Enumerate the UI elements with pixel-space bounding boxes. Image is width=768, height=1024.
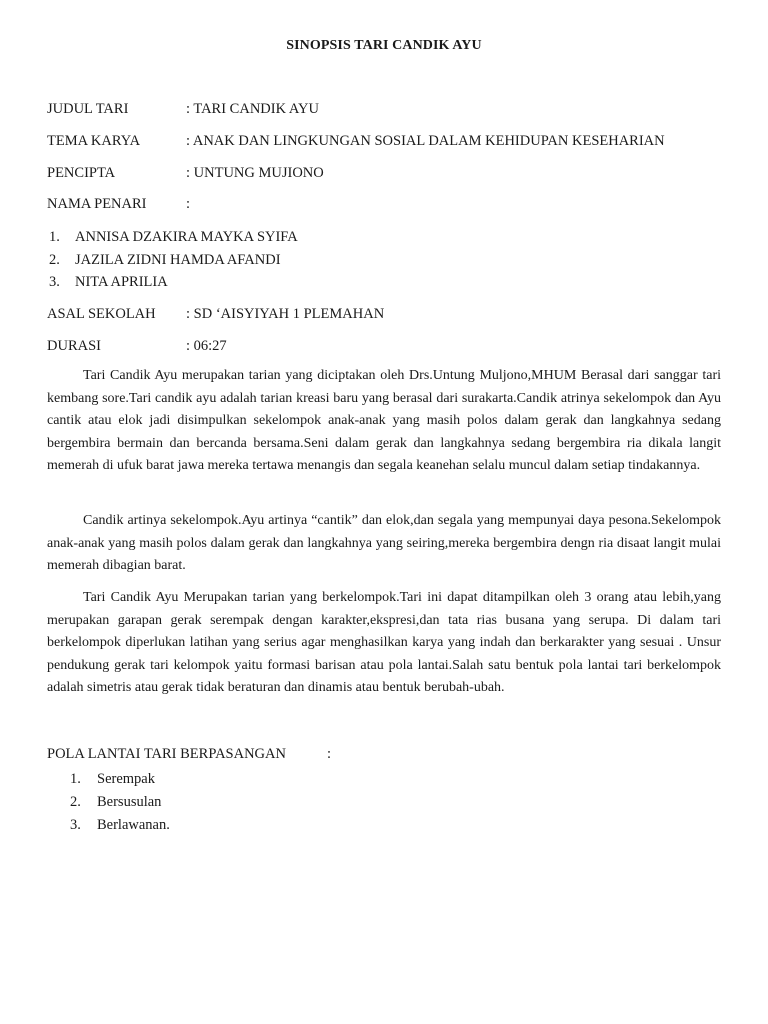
- field-value: : SD ‘AISYIYAH 1 PLEMAHAN: [186, 306, 385, 322]
- field-pencipta: [47, 165, 737, 182]
- field-label: PENCIPTA: [47, 165, 116, 181]
- field-judul-tari: [47, 101, 737, 118]
- dancer-list: [47, 226, 647, 294]
- list-number: 2.: [49, 251, 60, 268]
- pola-lantai-heading: [47, 746, 331, 763]
- pola-label: POLA LANTAI TARI BERPASANGAN: [47, 746, 286, 762]
- document-title: SINOPSIS TARI CANDIK AYU: [286, 38, 482, 53]
- dancer-name: JAZILA ZIDNI HAMDA AFANDI: [75, 251, 281, 268]
- field-label: TEMA KARYA: [47, 133, 141, 149]
- pola-lantai-list: [70, 768, 170, 837]
- list-number: 2.: [70, 794, 81, 810]
- field-value: : UNTUNG MUJIONO: [186, 165, 324, 181]
- paragraph-2: Candik artinya sekelompok.Ayu artinya “cantik” dan elok,dan segala yang mempunyai daya pesona.Sekelompok anak-anak yang masih polos dalam gerak dan langkahnya yang seiring,mereka bergembira dengn ria disaat langit mulai memerah dibagian barat.: [47, 513, 721, 574]
- list-item: [70, 814, 170, 837]
- list-item: [70, 791, 170, 814]
- pola-item-text: Bersusulan: [97, 794, 162, 810]
- field-value: :: [186, 196, 191, 212]
- dancer-name: ANNISA DZAKIRA MAYKA SYIFA: [75, 229, 298, 245]
- field-value: : ANAK DAN LINGKUNGAN SOSIAL DALAM KEHIDUPAN KESEHARIAN: [186, 133, 665, 149]
- list-item: [70, 768, 170, 791]
- field-asal-sekolah: [47, 306, 737, 323]
- field-label: JUDUL TARI: [47, 101, 129, 117]
- pola-colon: :: [327, 746, 332, 762]
- paragraph-3: Tari Candik Ayu Merupakan tarian yang berkelompok.Tari ini dapat ditampilkan oleh 3 orang atau lebih,yang merupakan garapan gerak serempak dengan karakter,ekspresi,dan tata rias busana yang serupa. Di dalam tari berkelompok diperlukan latihan yang serius agar menghasilkan karya yang indah dan berkarakter yang sesuai . Unsur pendukung gerak tari kelompok yaitu formasi barisan atau pola lantai.Salah satu bentuk pola lantai tari berkelompok adalah simetris atau gerak tidak beraturan dan dinamis atau bentuk berubah-ubah.: [47, 590, 721, 696]
- field-label: DURASI: [47, 338, 101, 354]
- dancer-name: NITA APRILIA: [75, 274, 168, 290]
- paragraph-1: Tari Candik Ayu merupakan tarian yang diciptakan oleh Drs.Untung Muljono,MHUM Berasal dari sanggar tari kembang sore.Tari candik ayu adalah tarian kreasi baru yang berasal dari surakarta.Candik atrinya sekelompok dan Ayu cantik atau elok jadi disimpulkan sekelompok anak-anak yang masih polos dalam gerak dan langkahnya sedang bergembira bermain dan bercanda bersama.Seni dalam gerak dan langkahnya sedang bergembira ria dikala langit memerah di ufuk barat jawa mereka tertawa menangis dan segala keanehan selalu muncul dalam setiap tindakannya.: [47, 368, 721, 474]
- list-number: 3.: [49, 274, 60, 290]
- field-value: : 06:27: [186, 338, 227, 354]
- list-item: [47, 226, 647, 249]
- pola-item-text: Serempak: [97, 771, 155, 787]
- field-label: NAMA PENARI: [47, 196, 147, 212]
- field-durasi: [47, 338, 737, 355]
- field-value: : TARI CANDIK AYU: [186, 101, 319, 117]
- list-item: [47, 271, 647, 294]
- field-nama-penari: [47, 196, 737, 213]
- list-number: 3.: [70, 817, 81, 833]
- list-item: [47, 249, 647, 272]
- field-tema-karya: [47, 133, 737, 150]
- pola-item-text: Berlawanan.: [97, 817, 170, 833]
- list-number: 1.: [70, 771, 81, 787]
- list-number: 1.: [49, 229, 60, 245]
- field-label: ASAL SEKOLAH: [47, 306, 156, 322]
